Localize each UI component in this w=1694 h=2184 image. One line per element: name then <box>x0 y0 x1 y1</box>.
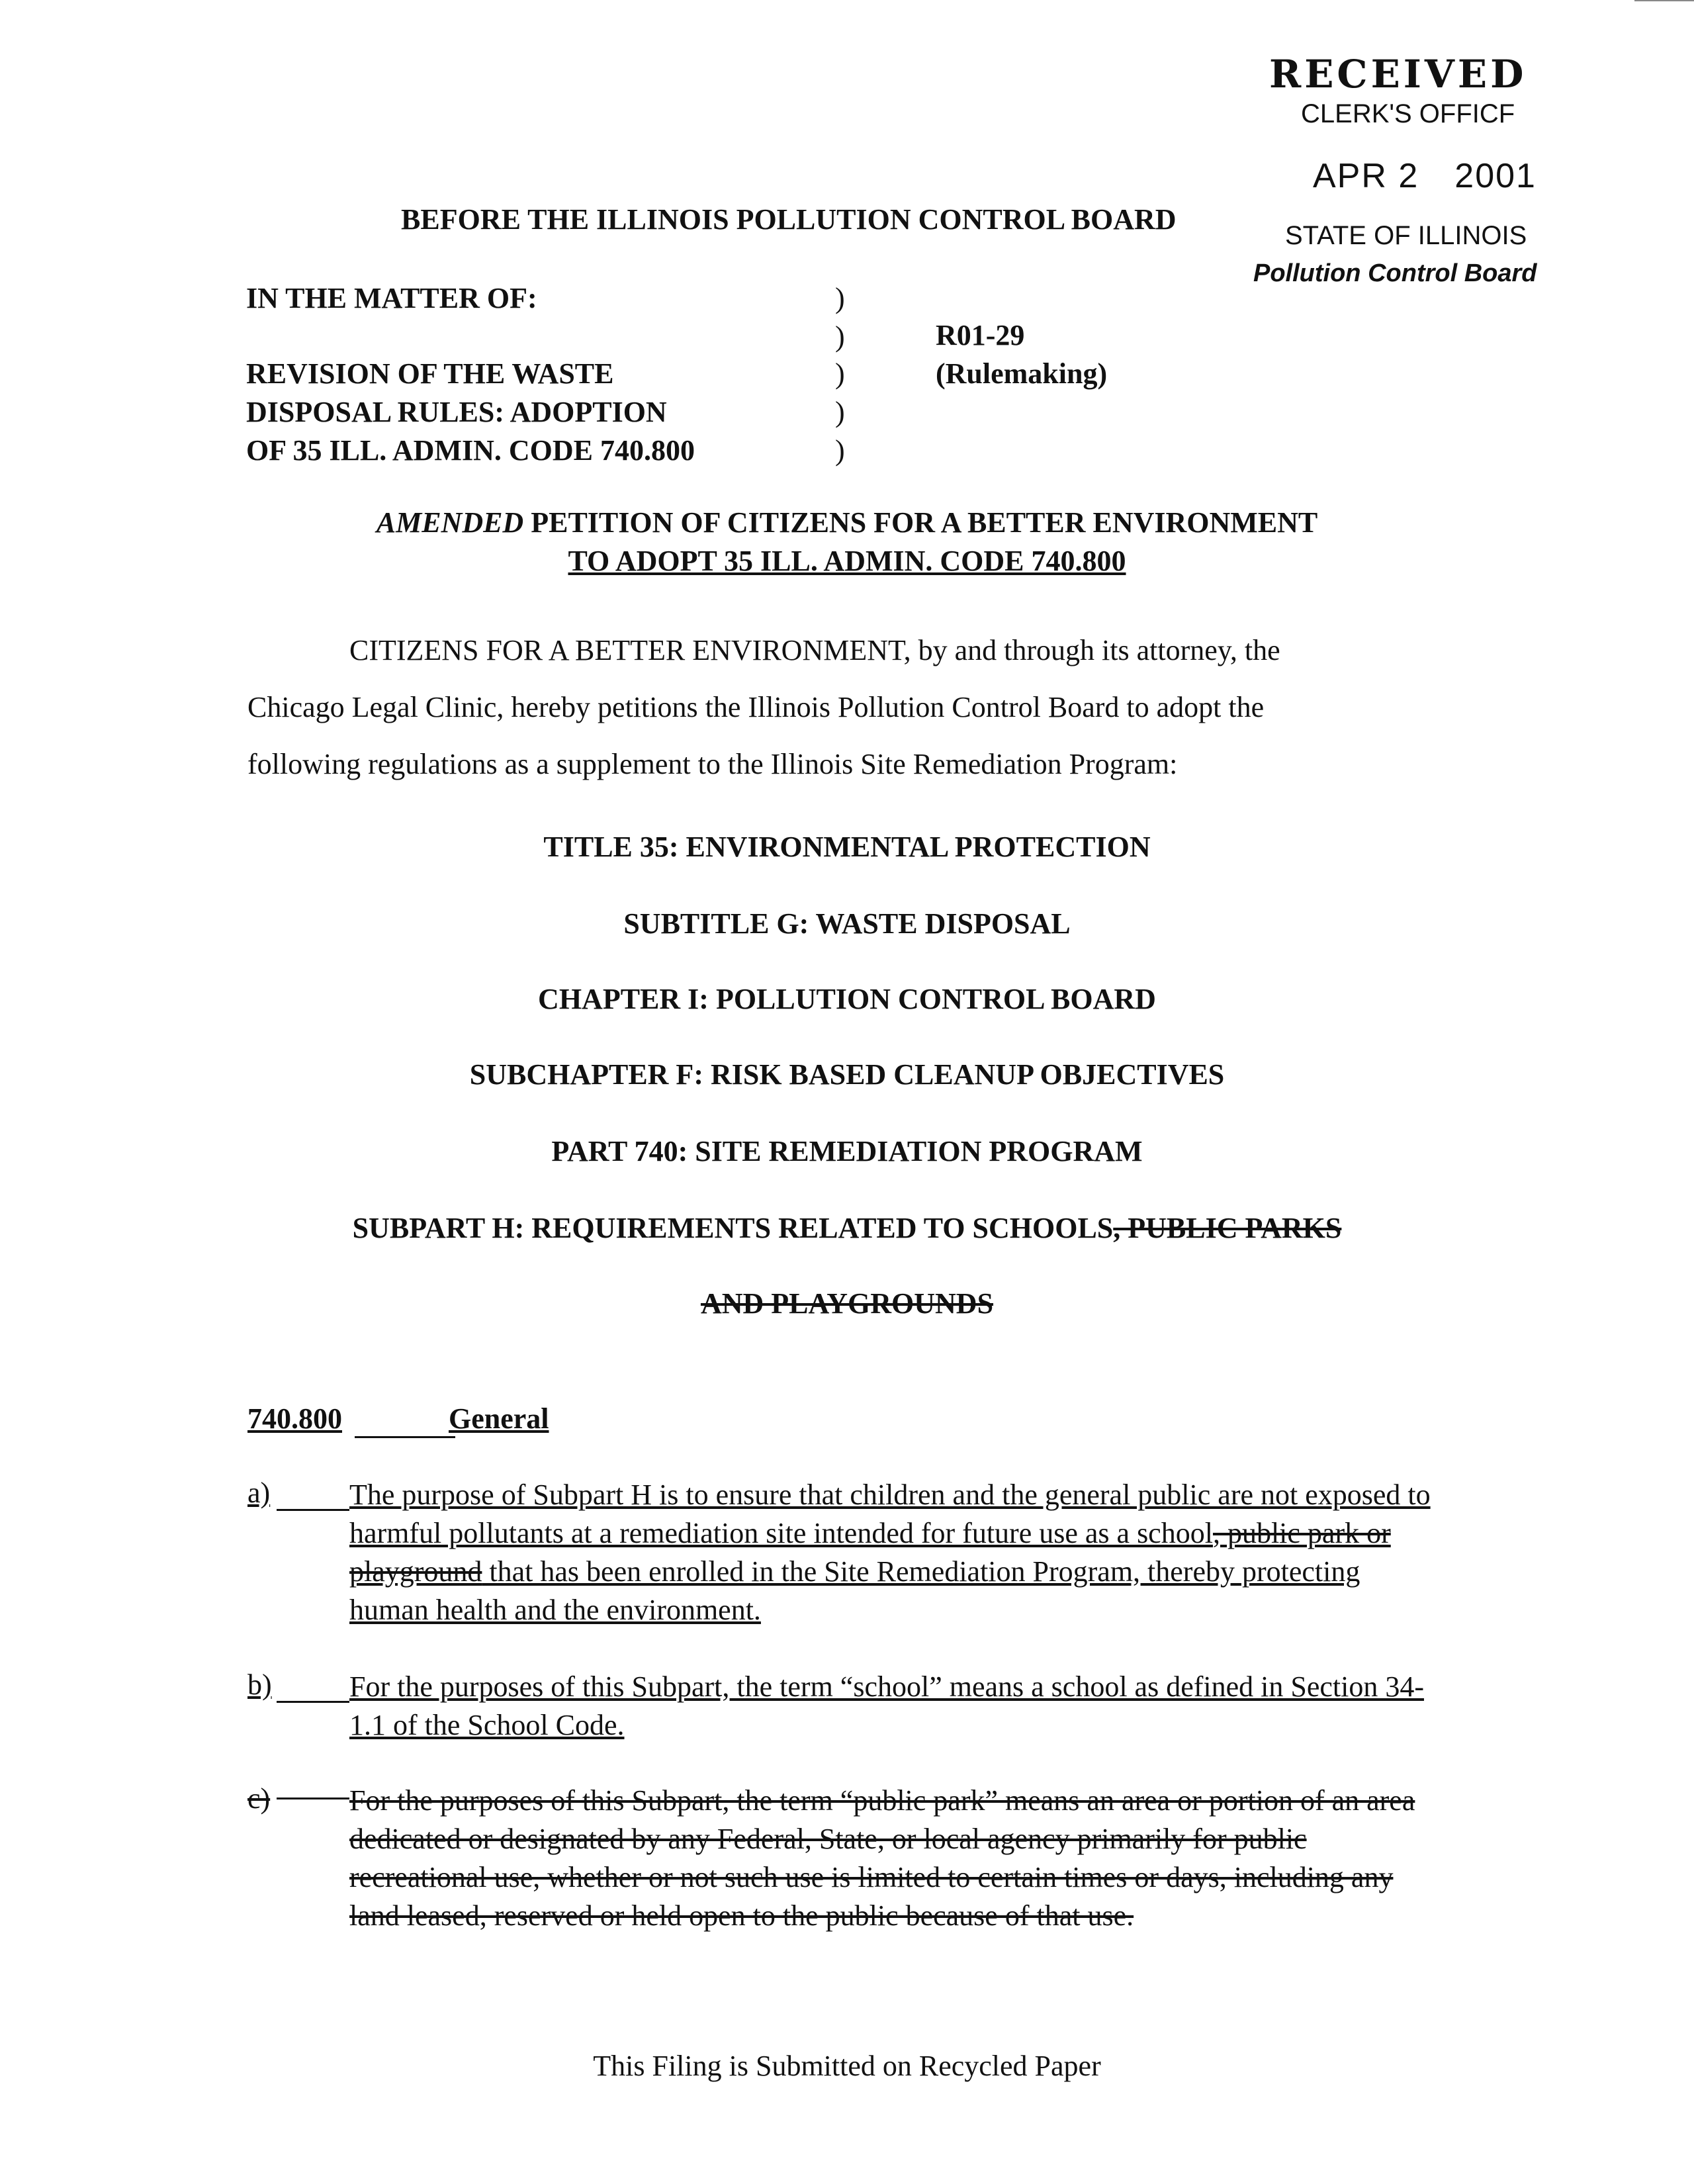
section-name: General <box>449 1402 549 1435</box>
footer-recycled-paper: This Filing is Submitted on Recycled Paper <box>593 2050 1101 2082</box>
intro-line-3: following regulations as a supplement to the Illinois Site Remediation Program: <box>247 748 1178 780</box>
intro-line-2: Chicago Legal Clinic, hereby petitions the Illinois Pollution Control Board to adopt the <box>247 691 1265 723</box>
petition-title-line-1 <box>0 506 1694 539</box>
stamp-date-month-day: APR 2 <box>1313 157 1419 195</box>
petition-title-amended: AMENDED <box>376 506 524 539</box>
item-a-text-part-1: The purpose of Subpart H is to ensure that children and the general public are not exposed to harmful pollutants at a remediation site intended for future use as a school <box>349 1479 1431 1549</box>
court-header: BEFORE THE ILLINOIS POLLUTION CONTROL BOARD <box>401 203 1177 236</box>
item-c-tab-strike <box>277 1797 349 1799</box>
stamp-received: RECEIVED <box>1269 52 1527 97</box>
item-c-label: c) <box>247 1782 271 1815</box>
heading-subchapter: SUBCHAPTER F: RISK BASED CLEANUP OBJECTIVES <box>469 1058 1225 1091</box>
intro-line-1: CITIZENS FOR A BETTER ENVIRONMENT, by and through its attorney, the <box>349 634 1280 666</box>
stamp-state: STATE OF ILLINOIS <box>1285 221 1527 250</box>
stamp-date-year: 2001 <box>1454 157 1537 195</box>
section-tab-rule <box>355 1402 455 1438</box>
item-b-text: For the purposes of this Subpart, the term “school” means a school as defined in Section 34-1.1 of the School Code. <box>349 1670 1424 1741</box>
scan-edge-mark <box>1634 0 1694 1</box>
stamp-board: Pollution Control Board <box>1253 259 1537 287</box>
heading-subpart-main: SUBPART H: REQUIREMENTS RELATED TO SCHOOLS <box>352 1212 1114 1244</box>
heading-subtitle: SUBTITLE G: WASTE DISPOSAL <box>623 907 1071 940</box>
heading-subpart-struck-2: AND PLAYGROUNDS <box>700 1287 994 1320</box>
item-a-text <box>349 1476 1441 1629</box>
item-c-text: For the purposes of this Subpart, the term “public park” means an area or portion of an area dedicated or designated by any Federal, State, or local agency primarily for public recreational use, whether or not such use is limited to certain times or days, including any land leased, reserved or held open to the public because of that use. <box>349 1784 1415 1932</box>
stamp-date <box>1313 156 1537 196</box>
heading-chapter: CHAPTER I: POLLUTION CONTROL BOARD <box>538 983 1156 1015</box>
item-a-label: a) <box>247 1477 271 1509</box>
petition-title-code: TO ADOPT 35 ILL. ADMIN. CODE 740.800 <box>568 545 1126 577</box>
section-number: 740.800 <box>247 1402 342 1435</box>
item-a-text-part-2: that has been enrolled in the Site Remediation Program, thereby protecting human health and the environment. <box>349 1555 1360 1626</box>
heading-subpart <box>0 1211 1694 1245</box>
petition-title-rest: PETITION OF CITIZENS FOR A BETTER ENVIRONMENT <box>523 506 1318 539</box>
item-a-struck: , public park or playground <box>349 1517 1391 1588</box>
docket-type: (Rulemaking) <box>936 357 1108 390</box>
heading-title: TITLE 35: ENVIRONMENTAL PROTECTION <box>543 831 1151 863</box>
item-a-tab-rule <box>277 1509 349 1511</box>
stamp-clerks-office: CLERK'S OFFICF <box>1301 99 1515 128</box>
caption-line-2: REVISION OF THE WASTE <box>246 357 614 390</box>
petition-title-line-2 <box>0 544 1694 578</box>
caption-line-3: DISPOSAL RULES: ADOPTION <box>246 396 667 428</box>
heading-subpart-line-2 <box>0 1287 1694 1320</box>
docket-number: R01-29 <box>936 319 1025 351</box>
caption-paren-2: ) <box>835 320 845 353</box>
item-b-label: b) <box>247 1668 272 1701</box>
caption-matter-of: IN THE MATTER OF: <box>246 282 537 314</box>
caption-paren-5: ) <box>835 434 845 467</box>
item-b-tab-rule <box>277 1701 349 1703</box>
caption-paren-4: ) <box>835 396 845 428</box>
caption-paren-1: ) <box>835 282 845 314</box>
caption-line-4: OF 35 ILL. ADMIN. CODE 740.800 <box>246 434 695 467</box>
caption-paren-3: ) <box>835 357 845 390</box>
heading-subpart-struck: , PUBLIC PARKS <box>1113 1212 1342 1244</box>
heading-part: PART 740: SITE REMEDIATION PROGRAM <box>551 1135 1143 1167</box>
